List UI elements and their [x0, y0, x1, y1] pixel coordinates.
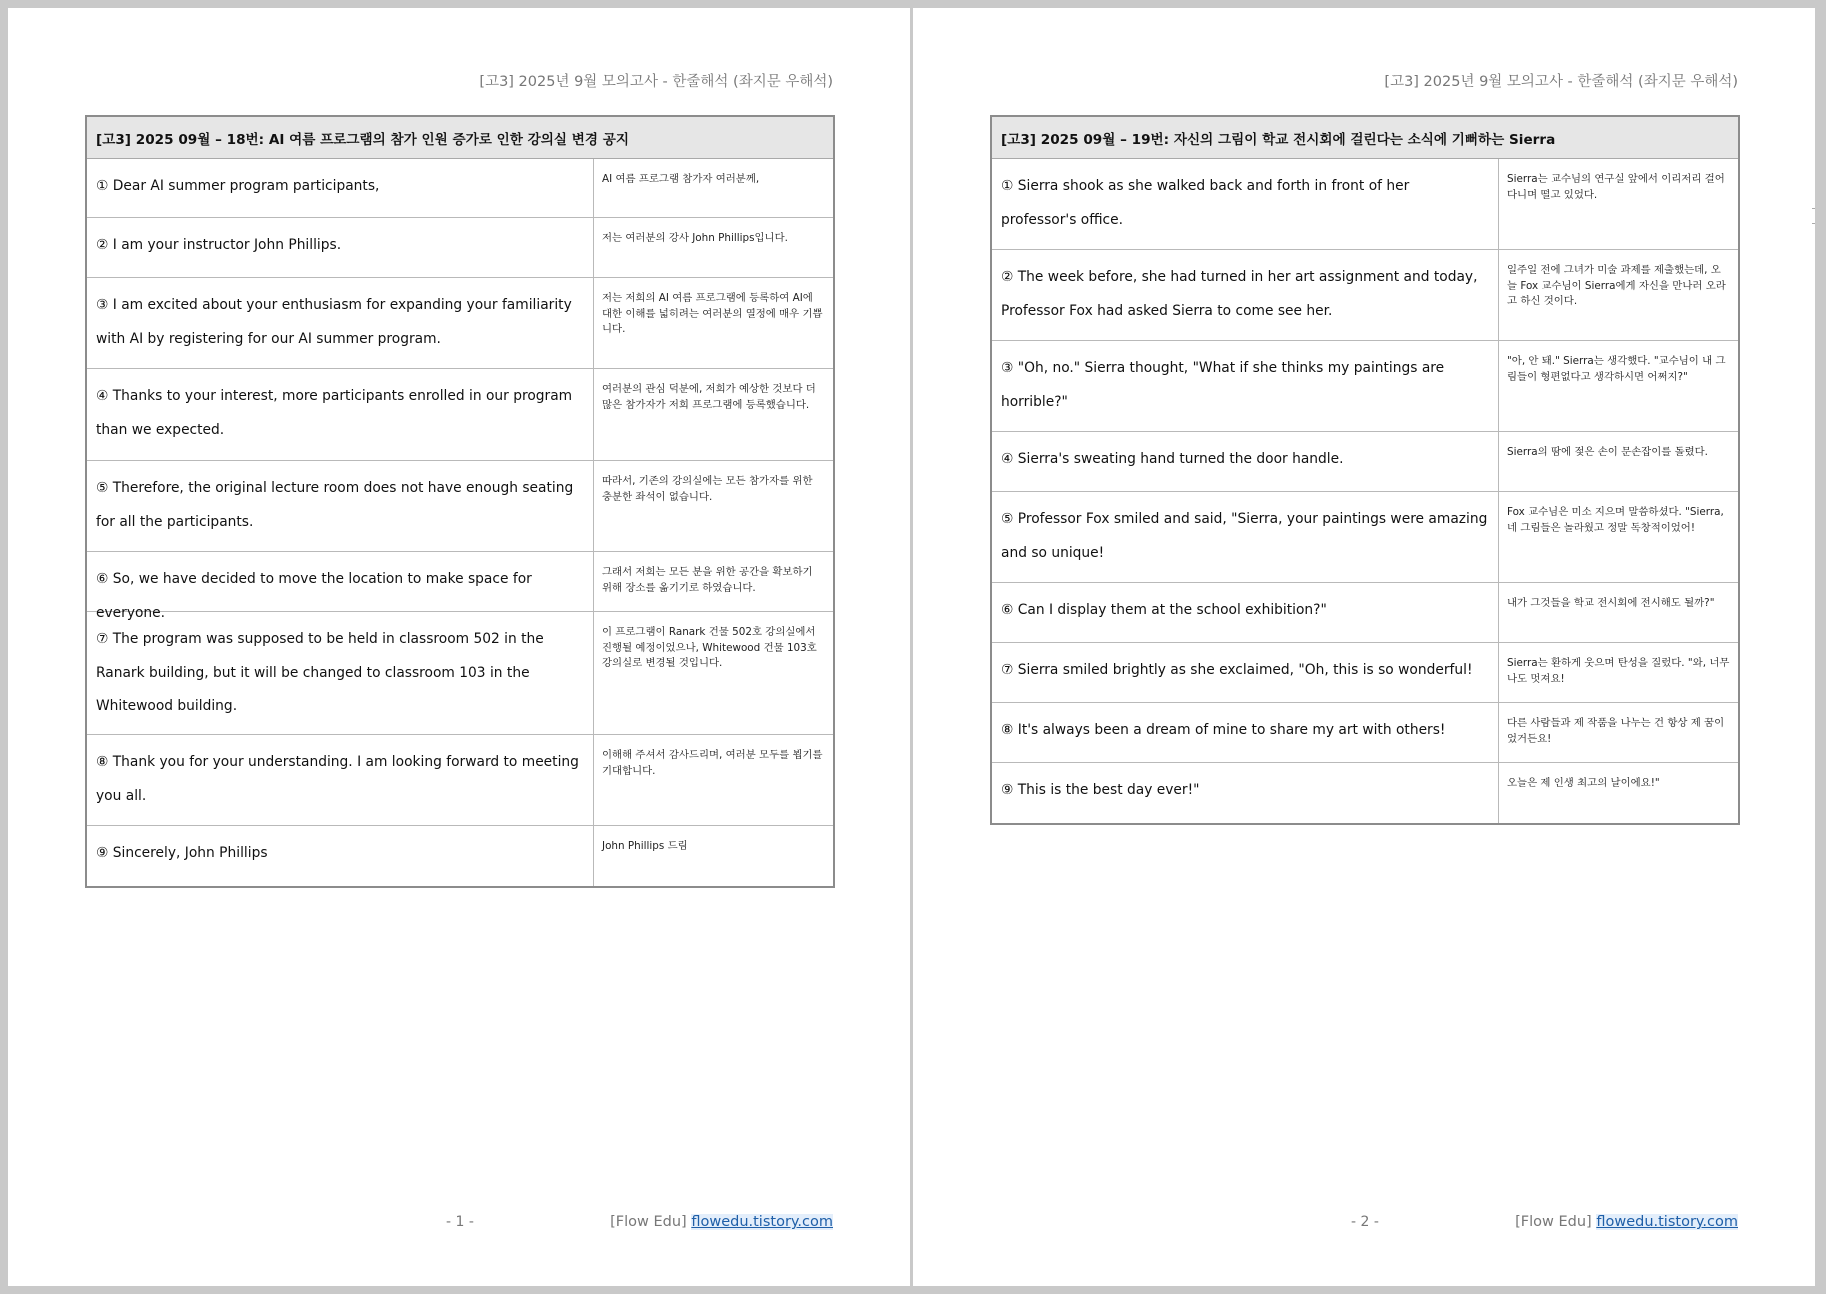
page-number: - 2 - — [1351, 1214, 1379, 1230]
table-title: [고3] 2025 09월 – 18번: AI 여름 프로그램의 참가 인원 증가로 인한 강의실 변경 공지 — [87, 117, 833, 159]
page-footer — [1515, 1214, 1738, 1230]
korean-translation: AI 여름 프로그램 참가자 여러분께, — [602, 173, 760, 185]
table-row — [992, 250, 1738, 341]
korean-translation: John Phillips 드림 — [602, 840, 688, 852]
korean-translation: 다른 사람들과 제 작품을 나누는 건 항상 제 꿈이었거든요! — [1507, 717, 1725, 745]
table-row — [87, 826, 833, 886]
page-header: [고3] 2025년 9월 모의고사 - 한줄해석 (좌지문 우해석) — [1384, 74, 1738, 90]
table-title: [고3] 2025 09월 – 19번: 자신의 그림이 학교 전시회에 걸린다는 소식에 기뻐하는 Sierra — [992, 117, 1738, 159]
korean-translation: Sierra의 땀에 젖은 손이 문손잡이를 돌렸다. — [1507, 446, 1708, 458]
english-sentence: ⑨ Sincerely, John Phillips — [87, 826, 594, 886]
table-row — [87, 612, 833, 735]
english-sentence: ⑥ Can I display them at the school exhibition?" — [992, 583, 1499, 642]
english-sentence: ⑦ The program was supposed to be held in classroom 502 in the Ranark building, but it will be changed to classroom 103 in the Whitewood building. — [87, 612, 594, 734]
korean-translation: 여러분의 관심 덕분에, 저희가 예상한 것보다 더 많은 참가자가 저희 프로그램에 등록했습니다. — [602, 383, 816, 411]
table-row — [87, 159, 833, 218]
document-page-2 — [913, 8, 1815, 1286]
table-row — [87, 369, 833, 461]
korean-translation: 저는 저희의 AI 여름 프로그램에 등록하여 AI에 대한 이해를 넓히려는 여러분의 열정에 매우 기쁩니다. — [602, 292, 823, 335]
table-row — [87, 218, 833, 278]
english-sentence: ② I am your instructor John Phillips. — [87, 218, 594, 277]
english-sentence: ⑤ Therefore, the original lecture room does not have enough seating for all the participants. — [87, 461, 594, 551]
table-row — [992, 643, 1738, 703]
korean-translation: 오늘은 제 인생 최고의 날이에요!" — [1507, 777, 1660, 789]
korean-translation: 이해해 주셔서 감사드리며, 여러분 모두를 뵙기를 기대합니다. — [602, 749, 823, 777]
footer-link[interactable]: flowedu.tistory.com — [1596, 1214, 1738, 1230]
korean-translation: Fox 교수님은 미소 지으며 말씀하셨다. "Sierra, 네 그림들은 놀라웠고 정말 독창적이었어! — [1507, 506, 1724, 534]
english-sentence: ① Dear AI summer program participants, — [87, 159, 594, 217]
english-sentence: ③ I am excited about your enthusiasm for expanding your familiarity with AI by registering for our AI summer program. — [87, 278, 594, 368]
table-row — [992, 492, 1738, 583]
page-number: - 1 - — [446, 1214, 474, 1230]
korean-translation: 내가 그것들을 학교 전시회에 전시해도 될까?" — [1507, 597, 1715, 609]
korean-translation: Sierra는 환하게 웃으며 탄성을 질렀다. "와, 너무나도 멋져요! — [1507, 657, 1730, 685]
english-sentence: ⑤ Professor Fox smiled and said, "Sierra, your paintings were amazing and so unique! — [992, 492, 1499, 582]
english-sentence: ④ Thanks to your interest, more participants enrolled in our program than we expected. — [87, 369, 594, 460]
page-edge-marker — [1812, 208, 1815, 224]
english-sentence: ④ Sierra's sweating hand turned the door handle. — [992, 432, 1499, 491]
table-row — [87, 735, 833, 826]
english-sentence: ⑦ Sierra smiled brightly as she exclaimed, "Oh, this is so wonderful! — [992, 643, 1499, 702]
table-row — [992, 432, 1738, 492]
table-row — [992, 341, 1738, 432]
table-row — [992, 703, 1738, 763]
table-row — [87, 552, 833, 621]
korean-translation: 따라서, 기존의 강의실에는 모든 참가자를 위한 충분한 좌석이 없습니다. — [602, 475, 813, 503]
korean-translation: 그래서 저희는 모든 분을 위한 공간을 확보하기 위해 장소를 옮기기로 하였습니다. — [602, 566, 813, 594]
english-sentence: ⑨ This is the best day ever!" — [992, 763, 1499, 823]
english-sentence: ⑧ It's always been a dream of mine to share my art with others! — [992, 703, 1499, 762]
english-sentence: ② The week before, she had turned in her art assignment and today, Professor Fox had asked Sierra to come see her. — [992, 250, 1499, 340]
korean-translation: 일주일 전에 그녀가 미술 과제를 제출했는데, 오늘 Fox 교수님이 Sierra에게 자신을 만나러 오라고 하신 것이다. — [1507, 264, 1726, 307]
english-sentence: ⑥ So, we have decided to move the location to make space for everyone. — [87, 552, 594, 611]
english-sentence: ① Sierra shook as she walked back and forth in front of her professor's office. — [992, 159, 1499, 249]
document-page-1 — [8, 8, 910, 1286]
table-row — [87, 278, 833, 369]
footer-brand: [Flow Edu] — [1515, 1214, 1592, 1230]
translation-table — [85, 115, 835, 888]
page-footer — [610, 1214, 833, 1230]
korean-translation: 저는 여러분의 강사 John Phillips입니다. — [602, 232, 788, 244]
english-sentence: ⑧ Thank you for your understanding. I am looking forward to meeting you all. — [87, 735, 594, 825]
translation-table — [990, 115, 1740, 825]
footer-link[interactable]: flowedu.tistory.com — [691, 1214, 833, 1230]
table-row — [992, 583, 1738, 643]
korean-translation: 이 프로그램이 Ranark 건물 502호 강의실에서 진행될 예정이었으나, Whitewood 건물 103호 강의실로 변경될 것입니다. — [602, 626, 817, 669]
english-sentence: ③ "Oh, no." Sierra thought, "What if she thinks my paintings are horrible?" — [992, 341, 1499, 431]
footer-brand: [Flow Edu] — [610, 1214, 687, 1230]
korean-translation: "아, 안 돼." Sierra는 생각했다. "교수님이 내 그림들이 형편없다고 생각하시면 어쩌지?" — [1507, 355, 1726, 383]
table-row — [992, 159, 1738, 250]
table-row — [992, 763, 1738, 823]
korean-translation: Sierra는 교수님의 연구실 앞에서 이리저리 걸어 다니며 떨고 있었다. — [1507, 173, 1725, 201]
page-header: [고3] 2025년 9월 모의고사 - 한줄해석 (좌지문 우해석) — [479, 74, 833, 90]
table-row — [87, 461, 833, 552]
